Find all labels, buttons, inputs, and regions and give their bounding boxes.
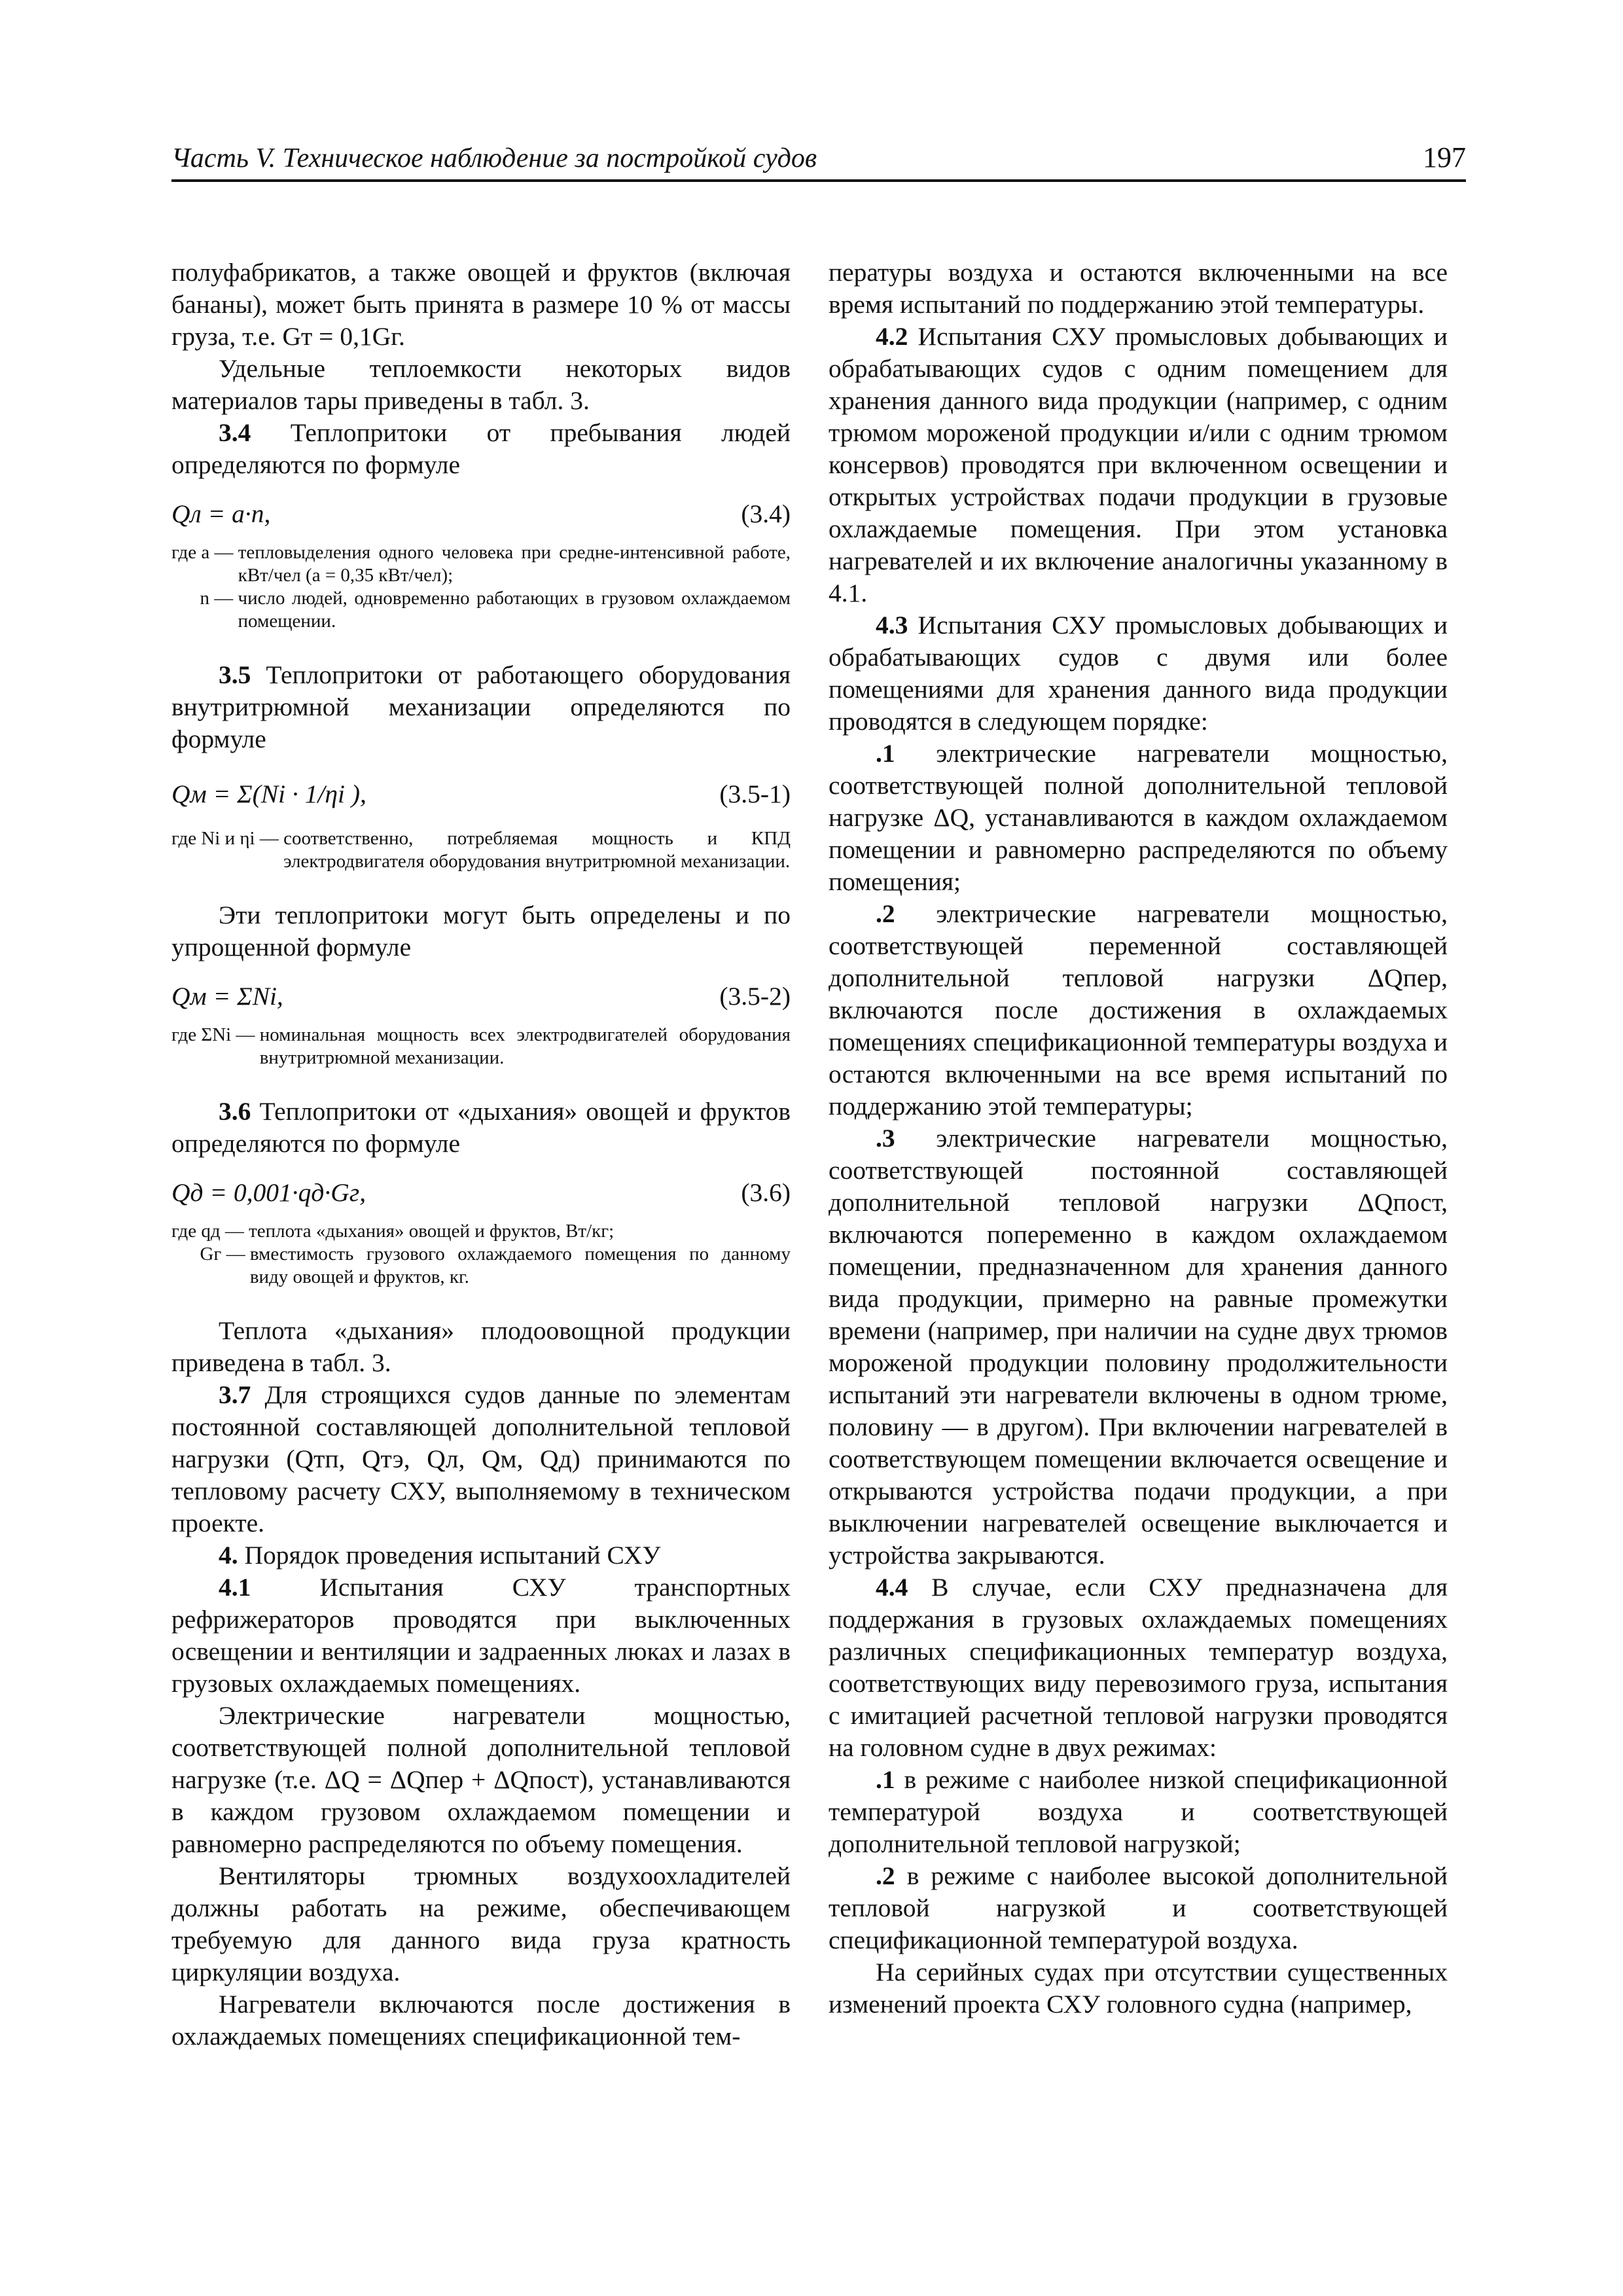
- paragraph-text: В случае, если СХУ предназначена для поддержания в грузовых охлаждаемых помещениях различных спецификационных температур воздуха, соответствующих виду перевозимого груза, испытания с имитацией расчетной тепловой нагрузки проводятся на головном судне в двух режимах:: [829, 1573, 1448, 1762]
- section-heading-text: Порядок проведения испытаний СХУ: [238, 1541, 661, 1570]
- section-number: 3.6: [219, 1097, 251, 1126]
- section-number: 3.5: [219, 660, 251, 689]
- paragraph-text: Теплопритоки от «дыхания» овощей и фруктов определяются по формуле: [171, 1097, 791, 1158]
- paragraph: [171, 1379, 791, 1539]
- item-number: .2: [876, 899, 895, 928]
- right-column: [829, 257, 1448, 2020]
- item-number: .3: [876, 1124, 895, 1153]
- section-number: 4.2: [876, 322, 908, 351]
- left-column: [171, 257, 791, 2053]
- section-number: 3.4: [219, 418, 251, 447]
- formula-number: (3.5-1): [719, 780, 791, 808]
- paragraph: Нагреватели включаются после достижения в охлаждаемых помещениях спецификационной тем-: [171, 1990, 791, 2051]
- formula-3-6: [171, 1172, 791, 1213]
- legend-text: число людей, одновременно работающих в грузовом охлаждаемом помещении.: [238, 588, 791, 632]
- formula-expression: Qд = 0,001·qд·Gг,: [171, 1178, 366, 1207]
- paragraph-text: Испытания СХУ транспортных рефрижераторов проводятся при выключенных освещении и вентиляции и задраенных люках и лазах в грузовых охлаждаемых помещениях.: [171, 1573, 791, 1698]
- legend-symbol: Gг —: [171, 1244, 250, 1265]
- list-item: [829, 1764, 1448, 1860]
- section-number: 4.1: [219, 1573, 251, 1602]
- page-number: 197: [1423, 141, 1466, 173]
- legend-text: соответственно, потребляемая мощность и КПД электродвигателя оборудования внутритрюмной механизации.: [283, 828, 791, 872]
- item-number: .1: [876, 1765, 895, 1794]
- legend-symbol: где Ni и ηi —: [171, 828, 284, 849]
- paragraph: Вентиляторы трюмных воздухоохладителей должны работать на режиме, обеспечивающем требуемую для данного вида груза кратность циркуляции воздуха.: [171, 1861, 791, 1986]
- list-item-text: электрические нагреватели мощностью, соответствующей полной дополнительной тепловой нагрузке ΔQ, устанавливаются в каждом охлаждаемом помещении и равномерно распределяются по объему помещения;: [829, 739, 1448, 896]
- paragraph-text: Испытания СХУ промысловых добывающих и обрабатывающих судов с двумя или более помещениями для хранения данного вида продукции проводятся в следующем порядке:: [829, 611, 1448, 736]
- section-number: 4.: [219, 1541, 238, 1570]
- paragraph: пературы воздуха и остаются включенными на все время испытаний по поддержанию этой температуры.: [829, 258, 1448, 319]
- paragraph: [171, 1571, 791, 1700]
- item-number: .1: [876, 739, 895, 768]
- paragraph: [829, 609, 1448, 738]
- formula-expression: Qм = Σ(Ni · 1/ηi ),: [171, 780, 366, 808]
- legend-text: номинальная мощность всех электродвигателей оборудования внутритрюмной механизации.: [259, 1024, 791, 1068]
- formula-3-4: [171, 493, 791, 535]
- list-item-text: в режиме с наиболее высокой дополнительной тепловой нагрузкой и соответствующей спецификационной температурой воздуха.: [829, 1861, 1448, 1954]
- formula-number: (3.4): [741, 499, 791, 528]
- formula-number: (3.6): [741, 1178, 791, 1207]
- paragraph-text: Теплопритоки от пребывания людей определяются по формуле: [171, 418, 791, 479]
- running-header: [171, 139, 1466, 182]
- paragraph: [829, 1571, 1448, 1764]
- list-item-text: в режиме с наиболее низкой спецификационной температурой воздуха и соответствующей дополнительной тепловой нагрузкой;: [829, 1765, 1448, 1858]
- legend-symbol: где ΣNi —: [171, 1024, 260, 1045]
- formula-legend: [171, 1220, 791, 1289]
- legend-symbol: n —: [171, 588, 238, 609]
- list-item-text: электрические нагреватели мощностью, соответствующей переменной составляющей дополнительной тепловой нагрузки ΔQпер, включаются после достижения в охлаждаемых помещениях спецификационной температуры воздуха и остаются включенными на все время испытаний по поддержанию этой температуры;: [829, 899, 1448, 1121]
- paragraph-text: Теплопритоки от работающего оборудования внутритрюмной механизации определяются по формуле: [171, 660, 791, 753]
- section-number: 4.3: [876, 611, 908, 639]
- section-number: 3.7: [219, 1380, 251, 1409]
- list-item: [829, 738, 1448, 898]
- paragraph: [829, 321, 1448, 609]
- paragraph: На серийных судах при отсутствии существенных изменений проекта СХУ головного судна (например,: [829, 1958, 1448, 2018]
- legend-text: тепловыделения одного человека при средне-интенсивной работе, кВт/чел (a = 0,35 кВт/чел);: [238, 542, 791, 586]
- legend-symbol: где qд —: [171, 1221, 249, 1242]
- formula-3-5-1: [171, 767, 791, 821]
- paragraph: Электрические нагреватели мощностью, соответствующей полной дополнительной тепловой нагрузке (т.е. ΔQ = ΔQпер + ΔQпост), устанавливаются в каждом грузовом охлаждаемом помещении и равномерно распределяются по объему помещения.: [171, 1701, 791, 1858]
- paragraph: Удельные теплоемкости некоторых видов материалов тары приведены в табл. 3.: [171, 354, 791, 415]
- paragraph: Теплота «дыхания» плодоовощной продукции приведена в табл. 3.: [171, 1316, 791, 1377]
- formula-legend: [171, 1024, 791, 1069]
- legend-text: теплота «дыхания» овощей и фруктов, Вт/кг;: [249, 1221, 615, 1242]
- legend-symbol: где a —: [171, 542, 238, 563]
- section-heading: [171, 1539, 791, 1571]
- paragraph: Эти теплопритоки могут быть определены и по упрощенной формуле: [171, 901, 791, 961]
- list-item-text: электрические нагреватели мощностью, соответствующей постоянной составляющей дополнительной тепловой нагрузки ΔQпост, включаются попеременно в каждом охлаждаемом помещении, предназначенном для хранения данного вида продукции, примерно на равные промежутки времени (например, при наличии на судне двух трюмов мороженой продукции половину продолжительности испытаний эти нагреватели включены в одном трюме, половину — в другом). При включении нагревателей в соответствующем помещении включается освещение и открываются устройства подачи продукции, а при выключении нагревателей освещение выключается и устройства закрываются.: [829, 1124, 1448, 1570]
- formula-legend: [171, 827, 791, 873]
- formula-legend: [171, 541, 791, 633]
- item-number: .2: [876, 1861, 895, 1890]
- paragraph: [171, 417, 791, 481]
- formula-expression: Qм = ΣNi,: [171, 982, 283, 1011]
- list-item: [829, 898, 1448, 1122]
- paragraph-text: Для строящихся судов данные по элементам постоянной составляющей дополнительной тепловой нагрузки (Qтп, Qтэ, Qл, Qм, Qд) принимаются по тепловому расчету СХУ, выполняемому в техническом проекте.: [171, 1380, 791, 1537]
- formula-3-5-2: [171, 975, 791, 1017]
- legend-text: вместимость грузового охлаждаемого помещения по данному виду овощей и фруктов, кг.: [249, 1244, 791, 1287]
- paragraph: [171, 659, 791, 755]
- paragraph: [171, 1096, 791, 1160]
- formula-expression: Qл = a·n,: [171, 499, 271, 528]
- section-number: 4.4: [876, 1573, 908, 1602]
- paragraph: полуфабрикатов, а также овощей и фруктов (включая бананы), может быть принята в размере 10 % от массы груза, т.е. Gт = 0,1Gг.: [171, 258, 791, 351]
- list-item: [829, 1122, 1448, 1571]
- list-item: [829, 1860, 1448, 1956]
- paragraph-text: Испытания СХУ промысловых добывающих и обрабатывающих судов с одним помещением для хранения данного вида продукции (например, с одним трюмом мороженой продукции и/или с одним трюмом консервов) проводятся при включенном освещении и открытых устройствах подачи продукции в грузовые охлаждаемые помещения. При этом установка нагревателей и их включение аналогичны указанному в 4.1.: [829, 322, 1448, 607]
- formula-number: (3.5-2): [719, 982, 791, 1011]
- header-title: Часть V. Техническое наблюдение за постройкой судов: [171, 143, 817, 173]
